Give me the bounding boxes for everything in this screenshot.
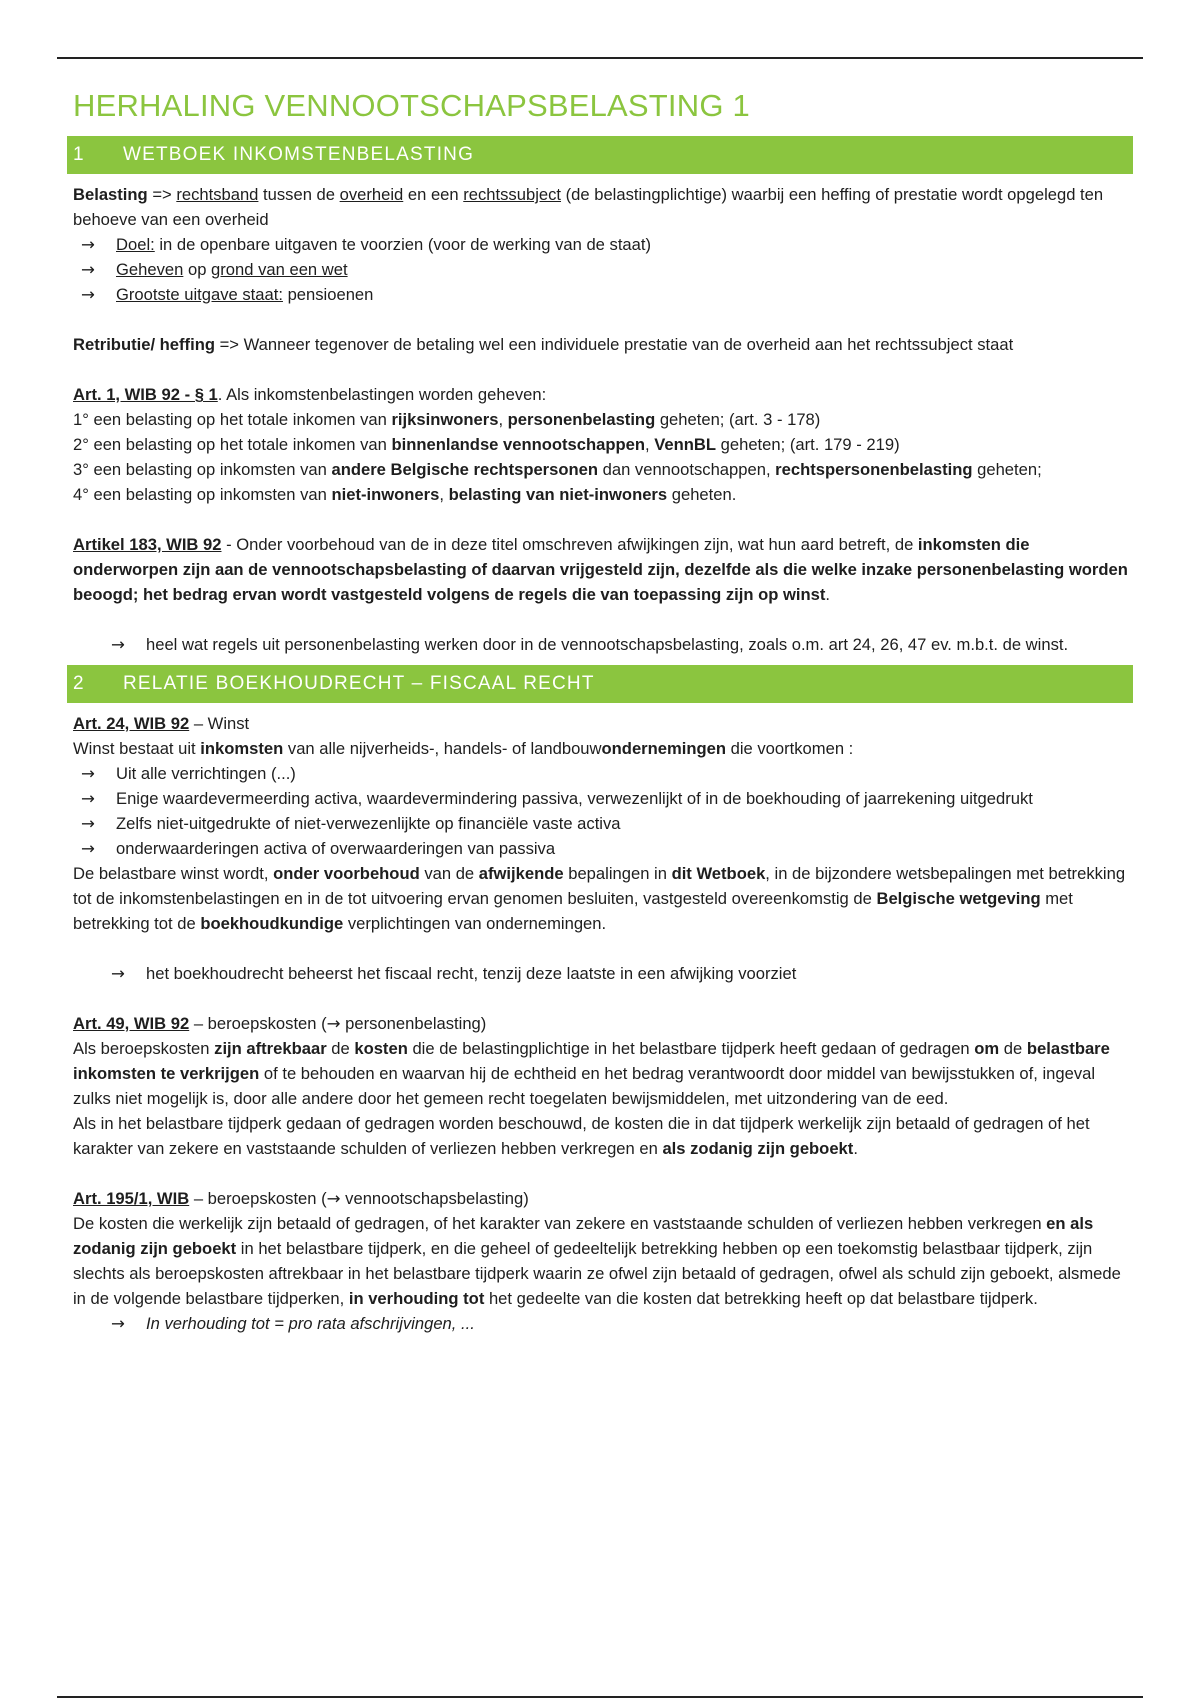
arrow-icon: → xyxy=(111,964,125,983)
section-number: 1 xyxy=(73,144,85,165)
list-item: → Uit alle verrichtingen (...) xyxy=(73,761,1133,786)
list-item: → In verhouding tot = pro rata afschrijvingen, ... xyxy=(73,1311,1133,1336)
list-item: → heel wat regels uit personenbelasting werken door in de vennootschapsbelasting, zoals o.m. art 24, 26, 47 ev. m.b.t. de winst. xyxy=(73,632,1133,657)
top-rule xyxy=(57,57,1143,59)
arrow-icon: → xyxy=(81,839,95,858)
list-item: → Doel: in de openbare uitgaven te voorzien (voor de werking van de staat) xyxy=(73,232,1133,257)
section-label: WETBOEK INKOMSTENBELASTING xyxy=(123,144,475,165)
page-title: HERHALING VENNOOTSCHAPSBELASTING 1 xyxy=(73,88,750,123)
arrow-icon: → xyxy=(111,635,125,654)
arrow-icon: → xyxy=(81,814,95,833)
section-heading-1 xyxy=(67,136,1133,174)
list-item: → het boekhoudrecht beheerst het fiscaal recht, tenzij deze laatste in een afwijking voorziet xyxy=(73,961,1133,986)
art195-note xyxy=(73,1311,1133,1336)
article-ref: Art. 195/1, WIB xyxy=(73,1189,190,1208)
list-item: → Enige waardevermeerding activa, waardevermindering passiva, verwezenlijkt of in de boekhouding of jaarrekening uitgedrukt xyxy=(73,786,1133,811)
article-ref: Art. 49, WIB 92 xyxy=(73,1014,190,1033)
section-label: RELATIE BOEKHOUDRECHT – FISCAAL RECHT xyxy=(123,673,595,694)
arrow-icon: → xyxy=(111,1314,125,1333)
arrow-icon: → xyxy=(326,1189,341,1208)
bottom-rule xyxy=(57,1696,1143,1698)
arrow-icon: → xyxy=(81,285,95,304)
list-item: → onderwaarderingen activa of overwaarderingen van passiva xyxy=(73,836,1133,861)
article-ref: Art. 1, WIB 92 - § 1 xyxy=(73,385,218,404)
arrow-icon: → xyxy=(81,789,95,808)
art195-block: Art. 195/1, WIB – beroepskosten (→ vennootschapsbelasting) De kosten die werkelijk zijn betaald of gedragen, of het karakter van zekere en vaststaande schulden of verliezen hebben verkregen en als zodanig zijn geboekt in het belastbare tijdperk, en die geheel of gedeeltelijk betrekking hebben op een toekomstig belastbaar tijdperk, zijn slechts als beroepskosten aftrekbaar in het belastbare tijdperk waarin ze ofwel zijn betaald of gedragen, ofwel als schuld zijn geboekt, alsmede in de volgende belastbare tijdperken, in verhouding tot het gedeelte van die kosten dat betrekking heeft op dat belastbare tijdperk. → In verhouding tot = pro rata afschrijvingen, ... xyxy=(73,1186,1133,1336)
list-item: → Grootste uitgave staat: pensioenen xyxy=(73,282,1133,307)
belasting-definition: Belasting => rechtsband tussen de overheid en een rechtssubject (de belastingplichtige) waarbij een heffing of prestatie wordt opgelegd ten behoeve van een overheid xyxy=(73,185,1104,229)
section-heading-2 xyxy=(67,665,1133,703)
winst-bullets xyxy=(73,761,1133,861)
arrow-icon: → xyxy=(326,1014,341,1033)
art183-note xyxy=(73,632,1133,657)
document-body xyxy=(73,84,1133,1336)
article-ref: Artikel 183, WIB 92 xyxy=(73,535,222,554)
art24-note xyxy=(73,961,1133,986)
art49-block: Art. 49, WIB 92 – beroepskosten (→ personenbelasting) Als beroepskosten zijn aftrekbaar de kosten die de belastingplichtige in het belastbare tijdperk heeft gedaan of gedragen om de belastbare inkomsten te verkrijgen of te behouden en waarvan hij de echtheid en het bedrag verantwoordt door middel van bewijsstukken of, ingeval zulks niet mogelijk is, door alle andere door het gemeen recht toegelaten bewijsmiddelen, met uitzondering van de eed. Als in het belastbare tijdperk gedaan of gedragen worden beschouwd, de kosten die in dat tijdperk werkelijk zijn betaald of gedragen of het karakter van zekere en vaststaande schulden of verliezen hebben verkregen en als zodanig zijn geboekt. xyxy=(73,1014,1110,1158)
art24-block: Art. 24, WIB 92 – Winst Winst bestaat uit inkomsten van alle nijverheids-, handels- of landbouwondernemingen die voortkomen : → Uit alle verrichtingen (...) → Enige waardevermeerding activa, waardevermindering passiva, verwezenlijkt of in de boekhouding of jaarrekening uitgedrukt → Zelfs niet-uitgedrukte of niet-verwezenlijkte op financiële vaste activa → onderwaarderingen activa of overwaarderingen van passiva De belastbare winst wordt, onder voorbehoud van de afwijkende bepalingen in dit Wetboek, in de bijzondere wetsbepalingen met betrekking tot de inkomstenbelastingen en in de tot uitvoering ervan genomen besluiten, vastgesteld overeenkomstig de Belgische wetgeving met betrekking tot de boekhoudkundige verplichtingen van ondernemingen. → het boekhoudrecht beheerst het fiscaal recht, tenzij deze laatste in een afwijking voorziet xyxy=(73,711,1133,986)
list-item: → Geheven op grond van een wet xyxy=(73,257,1133,282)
retributie-definition: Retributie/ heffing => Wanneer tegenover de betaling wel een individuele prestatie van de overheid aan het rechtssubject staat xyxy=(73,335,1014,354)
arrow-icon: → xyxy=(81,260,95,279)
section-number: 2 xyxy=(73,673,85,694)
arrow-icon: → xyxy=(81,764,95,783)
belasting-bullets xyxy=(73,232,1133,307)
list-item: → Zelfs niet-uitgedrukte of niet-verwezenlijkte op financiële vaste activa xyxy=(73,811,1133,836)
article-ref: Art. 24, WIB 92 xyxy=(73,714,190,733)
art1-block: Art. 1, WIB 92 - § 1. Als inkomstenbelastingen worden geheven: 1° een belasting op het totale inkomen van rijksinwoners, personenbelasting geheten; (art. 3 - 178) 2° een belasting op het totale inkomen van binnenlandse vennootschappen, VennBL geheten; (art. 179 - 219) 3° een belasting op inkomsten van andere Belgische rechtspersonen dan vennootschappen, rechtspersonenbelasting geheten; 4° een belasting op inkomsten van niet-inwoners, belasting van niet-inwoners geheten. xyxy=(73,385,1042,504)
arrow-icon: → xyxy=(81,235,95,254)
art183-block: Artikel 183, WIB 92 - Onder voorbehoud van de in deze titel omschreven afwijkingen zijn, wat hun aard betreft, de inkomsten die onderworpen zijn aan de vennootschapsbelasting of daarvan vrijgesteld zijn, dezelfde als die welke inzake personenbelasting worden beoogd; het bedrag ervan wordt vastgesteld volgens de regels die van toepassing zijn op winst. xyxy=(73,535,1128,604)
